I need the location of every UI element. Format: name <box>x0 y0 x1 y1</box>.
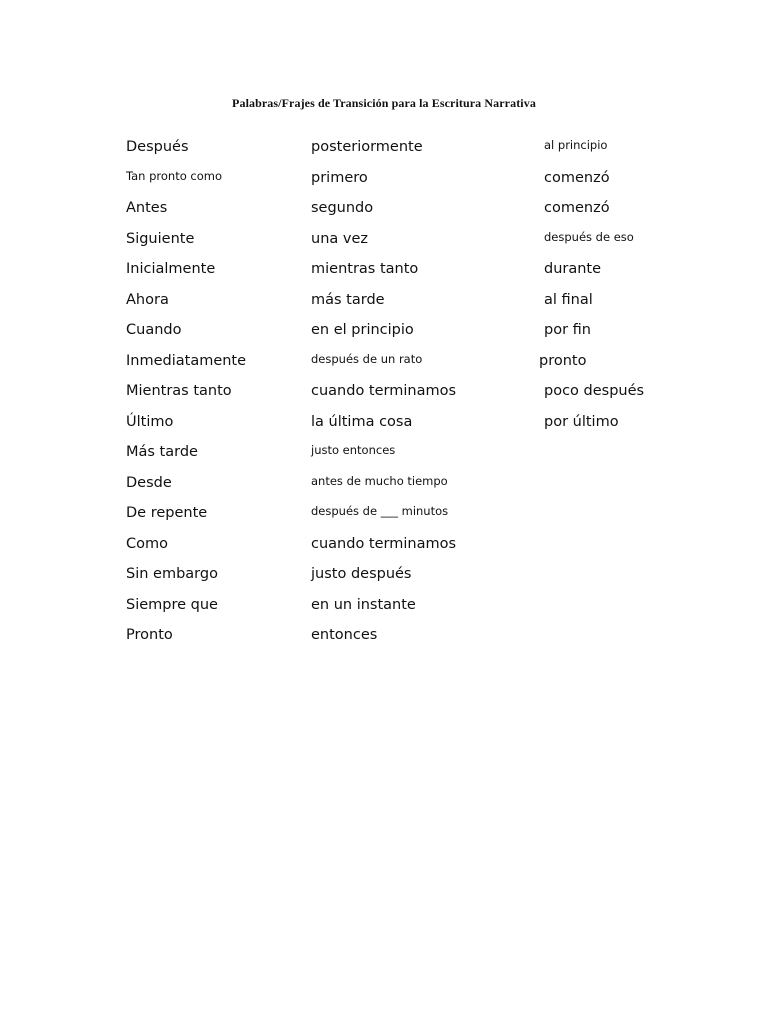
transition-word: segundo <box>311 200 374 216</box>
transition-word: comenzó <box>544 200 610 216</box>
transition-word: posteriormente <box>311 139 423 155</box>
transition-word: después de eso <box>544 229 634 244</box>
transition-word: después de un rato <box>311 351 423 366</box>
transition-word: Pronto <box>126 627 173 643</box>
transition-word: al principio <box>544 138 608 152</box>
transition-word: Como <box>126 535 168 552</box>
transition-word: Más tarde <box>126 444 198 460</box>
transition-word: por último <box>544 413 619 430</box>
transition-word: en el principio <box>311 322 414 338</box>
transition-word: durante <box>544 261 602 277</box>
transition-word: Siempre que <box>126 596 218 613</box>
transition-word: Inmediatamente <box>126 352 247 369</box>
transition-word: Mientras tanto <box>126 383 232 399</box>
transition-word: Ahora <box>126 291 169 308</box>
transition-word: en un instante <box>311 596 416 613</box>
transition-word: Cuando <box>126 322 182 338</box>
page-title: Palabras/Frajes de Transición para la Escritura Narrativa <box>232 96 536 110</box>
transition-word: después de ___ minutos <box>311 504 449 518</box>
transition-word: poco después <box>544 383 645 399</box>
transition-word: Después <box>126 139 189 155</box>
transition-word: mientras tanto <box>311 261 419 277</box>
transition-word: Siguiente <box>126 230 195 247</box>
transition-word: cuando terminamos <box>311 535 457 552</box>
transition-word: Sin embargo <box>126 566 218 582</box>
transition-word: antes de mucho tiempo <box>311 473 448 488</box>
transition-word: Desde <box>126 474 172 491</box>
transition-word: al final <box>544 291 593 308</box>
transition-word: una vez <box>311 230 368 247</box>
transition-word: pronto <box>539 352 587 369</box>
transition-word: por fin <box>544 322 591 338</box>
transition-word: la última cosa <box>311 413 413 430</box>
transition-word: primero <box>311 169 368 186</box>
transition-word: comenzó <box>544 169 610 186</box>
transition-word: De repente <box>126 505 208 521</box>
transition-word: justo después <box>311 566 412 582</box>
transition-word: Tan pronto como <box>126 168 223 183</box>
transition-word: más tarde <box>311 291 385 308</box>
transition-word: Antes <box>126 200 168 216</box>
transition-word: cuando terminamos <box>311 383 457 399</box>
transition-word: justo entonces <box>311 443 396 457</box>
transition-word: Último <box>126 413 174 430</box>
transition-word: Inicialmente <box>126 261 216 277</box>
transition-word: entonces <box>311 627 378 643</box>
